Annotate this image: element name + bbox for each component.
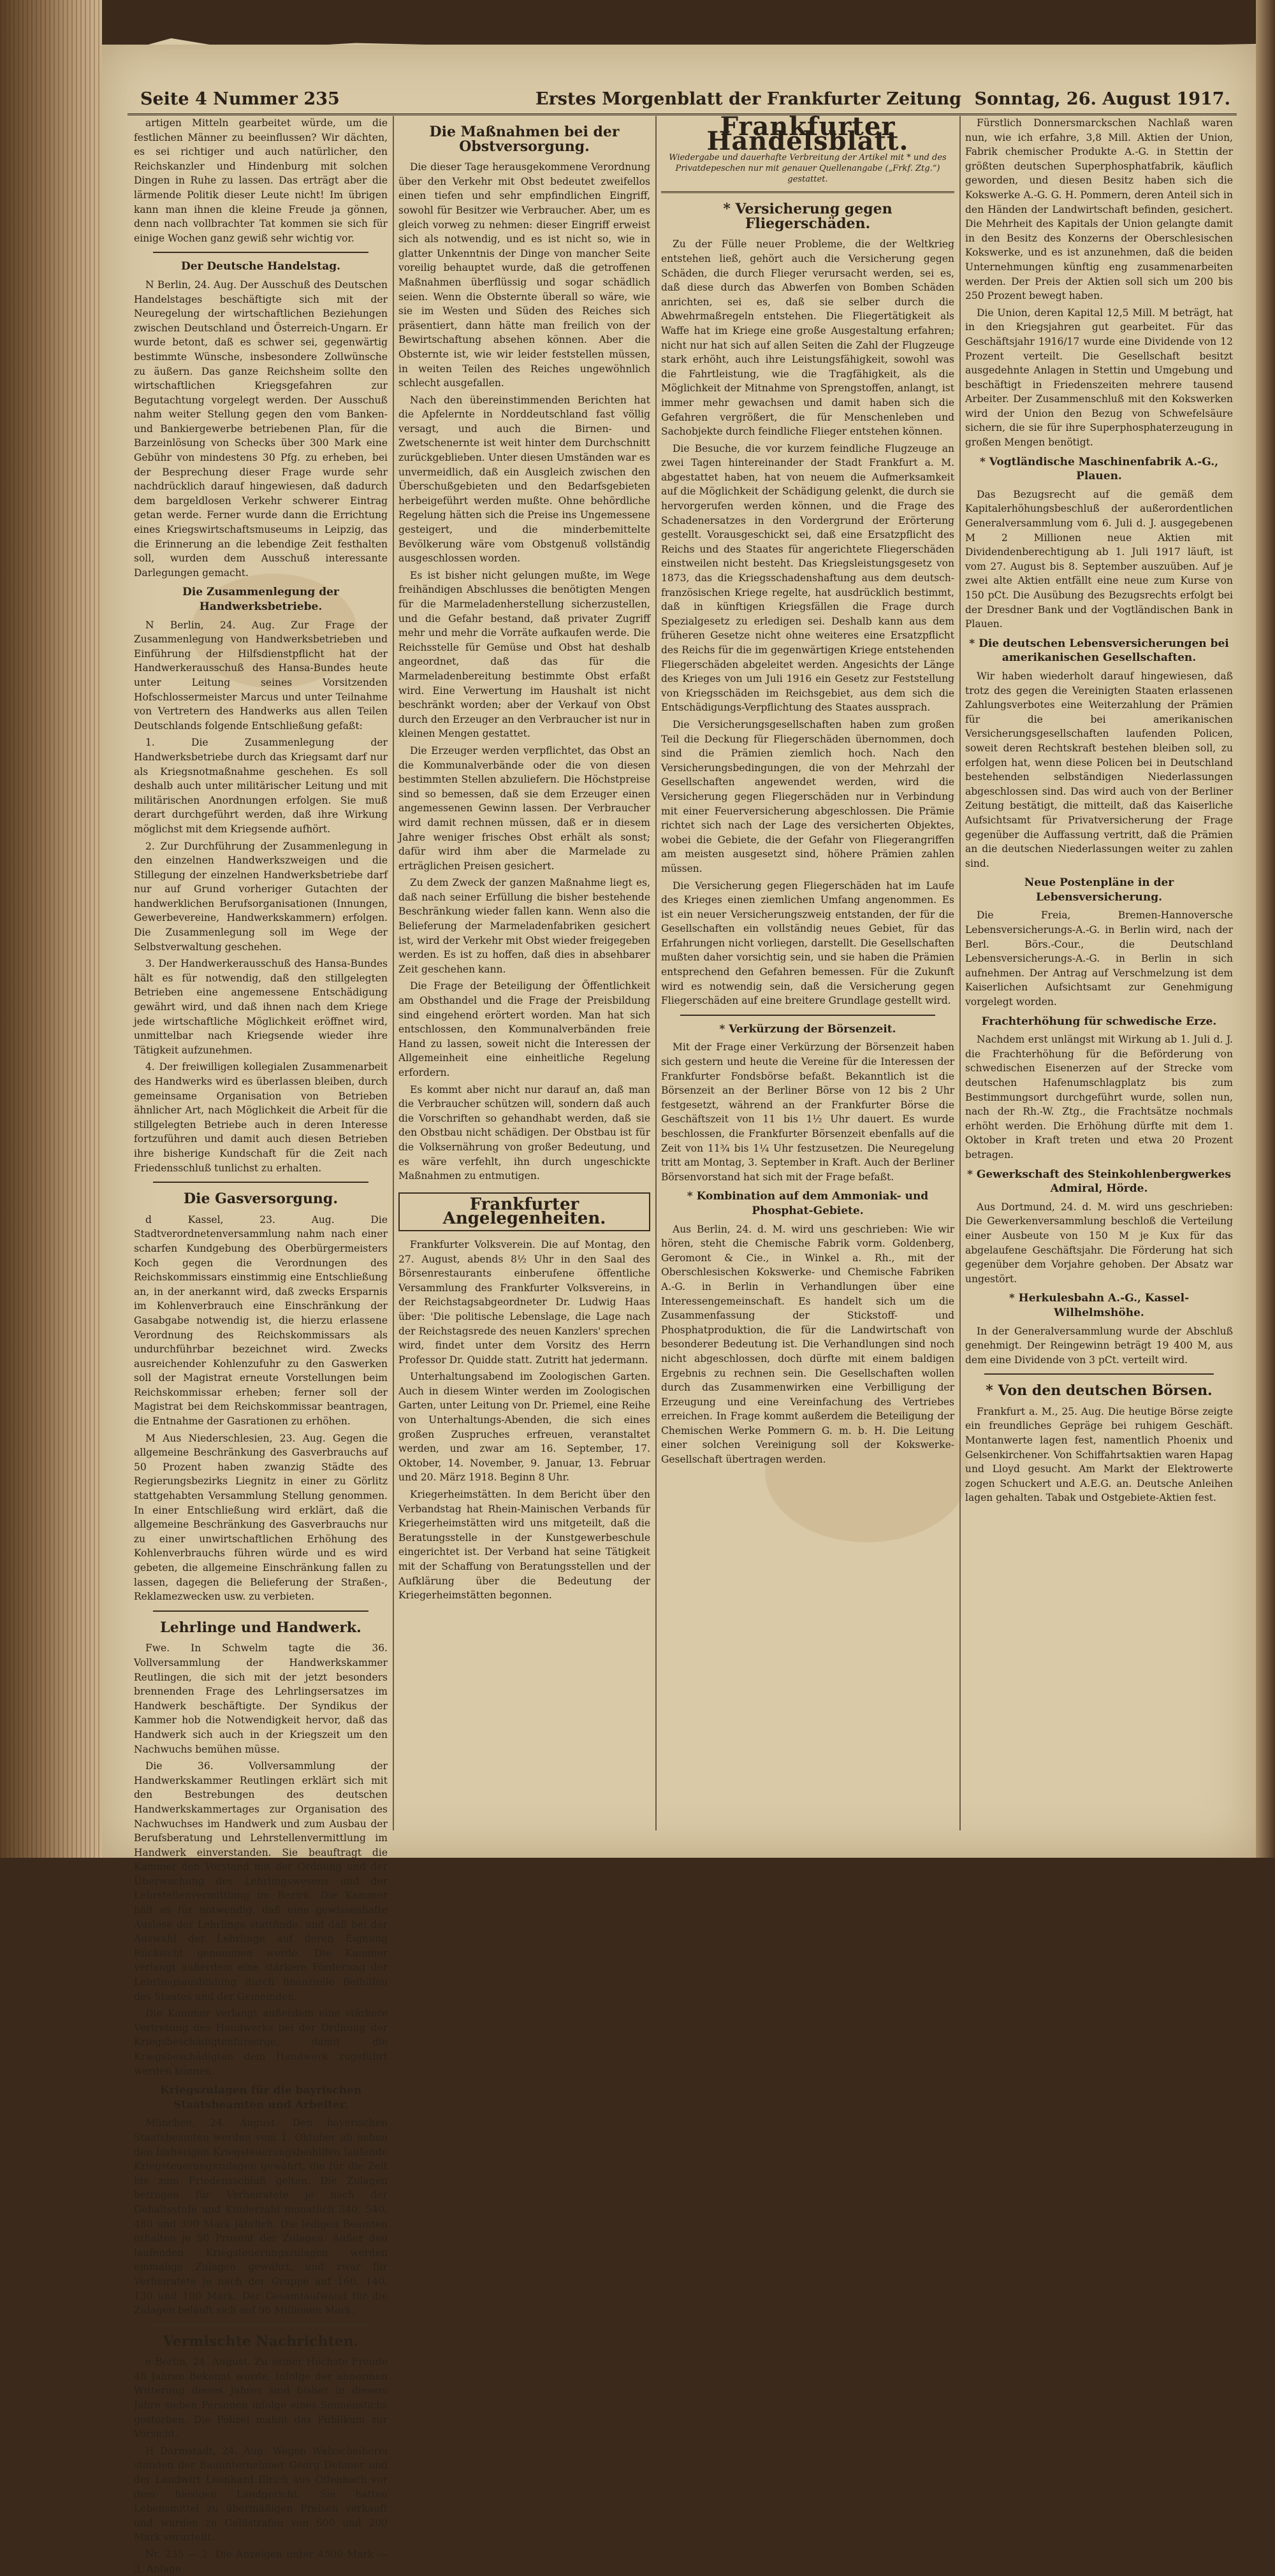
article-paragraph: Unterhaltungsabend im Zoologischen Garten. Auch in diesem Winter werden im Zoologischen Garten, unter Leitung von Dr. Priemel, eine Reihe von Unterhaltungs-Abenden, die sich eines großen Zuspruches erfreuen, veranstaltet werden, und zwar am 16. September, 17. Oktober, 14. November, 9. Januar, 13. Februar und 20. März 1918. Beginn 8 Uhr. xyxy=(398,1371,650,1484)
article-heading: Die Maßnahmen bei der Obstversorgung. xyxy=(429,124,620,155)
masthead-subtitle: Wiedergabe und dauerhafte Verbreitung der Artikel mit * und des Privatdepeschen nur mit genauer Quellenangabe („Frkf. Ztg.“) gestattet. xyxy=(669,153,947,185)
article-heading: Lehrlinge und Handwerk. xyxy=(160,1619,361,1636)
article-paragraph: 2. Zur Durchführung der Zusammenlegung in den einzelnen Handwerkszweigen und die Stillegung der einzelnen Handwerksbetriebe darf nur auf Grund vorheriger Gutachten der handwerklichen Berufsorganisationen (Innungen, Gewerbevereine, Handwerkskammern) erfolgen. Die Zusammenlegung soll im Wege der Selbstverwaltung geschehen. xyxy=(134,840,388,953)
divider xyxy=(680,1015,935,1016)
article-paragraph: H Darmstadt, 24. Aug. Wegen Walzscheiberei standen der Bauunternehmer Georg Dehmer und der Landwirt Leonhard Illrich aus Offenbach vor dem hiesigen Landgericht. Sie hatten Lebensmittel zu übermäßigen Preisen verkauft und wurden zu Geldstrafen von 600 und 200 Mark verurteilt. xyxy=(134,2445,388,2543)
column-3 xyxy=(661,112,954,1830)
article-paragraph: Das Bezugsrecht auf die gemäß dem Kapitalerhöhungsbeschluß der außerordentlichen Generalversammlung vom 6. Juli d. J. ausgegebenen M 2 Millionen neue Aktien mit Dividendenberechtigung ab 1. Juli 1917 läuft, ist vom 27. August bis 8. September auszuüben. Auf je zwei alte Aktien entfällt eine neue zum Kurse von 150 pCt. Die Ausübung des Bezugsrechts erfolgt bei der Dresdner Bank und der Vogtländischen Bank in Plauen. xyxy=(965,488,1233,630)
article-paragraph: N Berlin, 24. Aug. Zur Frage der Zusammenlegung von Handwerksbetrieben und Einführung der Hilfsdienstpflicht hat der Handwerkerausschuß des Hansa-Bundes heute unter Leitung seines Vorsitzenden Hofschlossermeister Marcus und unter Teilnahme von Vertretern des Handwerks aus allen Teilen Deutschlands folgende Entschließung gefaßt: xyxy=(134,619,388,732)
column-rule xyxy=(655,116,657,1830)
divider xyxy=(153,252,368,253)
article-paragraph: 4. Der freiwilligen kollegialen Zusammenarbeit des Handwerks wird es überlassen bleiben, durch gemeinsame Organisation von Betrieben ähnlicher Art, nach Möglichkeit die Arbeit für die stillgelegten Betriebe auch in deren Interesse fortzuführen und damit auch diesen Betrieben ihre bisherige Kundschaft für die Zeit nach Friedensschluß tunlichst zu erhalten. xyxy=(134,1061,388,1174)
book-edge-right xyxy=(1256,0,1275,1858)
article-paragraph: N Berlin, 24. Aug. Der Ausschuß des Deutschen Handelstages beschäftigte sich mit der Neuregelung der wirtschaftlichen Beziehungen zwischen Deutschland und Österreich-Ungarn. Er wurde betont, daß es schwer sei, gegenwärtig bestimmte Wünsche, insbesondere Zollwünsche zu äußern. Das ganze Reichsheim sollte den wirtschaftlichen Kriegsgefahren zur Begutachtung vorgelegt werden. Der Ausschuß nahm weiter Stellung gegen den vom Banken- und Bankiergewerbe betriebenen Plan, für die Barzeinlösung von Schecks über 300 Mark eine Gebühr von mindestens 30 Pfg. zu erheben, bei der Besprechung dieser Frage wurde sehr nachdrücklich darauf hingewiesen, daß dadurch dem bargeldlosen Verkehr schwerer Eintrag getan werde. Ferner wurde dann die Errichtung eines Kriegswirtschaftsmuseums in Leipzig, das die Erinnerung an die lebendige Zeit festhalten soll, wurden dem Ausschuß interessante Darlegungen gemacht. xyxy=(134,279,388,579)
book-gutter xyxy=(0,0,102,1858)
article-paragraph: Kriegerheimstätten. In dem Bericht über den Verbandstag hat Rhein-Mainischen Verbands für Kriegerheimstätten wird uns mitgeteilt, daß die Beratungsstelle in der Kunstgewerbeschule eingerichtet ist. Der Verband hat seine Tätigkeit mit der Schaffung von Beratungsstellen und der Aufklärung über die Bedeutung der Kriegerheimstätten begonnen. xyxy=(398,1489,650,1602)
article-paragraph: Die Erzeuger werden verpflichtet, das Obst an die Kommunalverbände oder die von diesen bestimmten Stellen abzuliefern. Die Höchstpreise sind so bemessen, daß sie dem Erzeuger einen angemessenen Gewinn lassen. Der Verbraucher wird damit rechnen müssen, daß er in diesem Jahre weniger frisches Obst erhält als sonst; dafür wird ihm aber die Marmelade zu erträglichen Preisen gesichert. xyxy=(398,744,650,872)
article-heading: Vermischte Nachrichten. xyxy=(163,2333,359,2350)
article-paragraph: M Aus Niederschlesien, 23. Aug. Gegen die allgemeine Beschränkung des Gasverbrauchs auf 50 Prozent haben zwanzig Städte des Regierungsbezirks Liegnitz in einer zu Görlitz stattgehabten Versammlung Stellung genommen. In einer Entschließung wird erklärt, daß die allgemeine Beschränkung des Gasverbrauchs nur zu einer unwirtschaftlichen Erhöhung des Kohlenverbrauchs führen würde und es wird gebeten, die allgemeine Einschränkung fallen zu lassen, dagegen die Belieferung der Straßen-, Reklamezwecken usw. zu verbieten. xyxy=(134,1432,388,1603)
article-paragraph: d Kassel, 23. Aug. Die Stadtverordnetenversammlung nahm nach einer scharfen Kundgebung des Oberbürgermeisters Koch gegen die Verordnungen des Reichskommissars einstimmig eine Entschließung an, in der anerkannt wird, daß zwecks Ersparnis im Kohlenverbrauch eine Einschränkung der Gasabgabe notwendig ist, die hierzu erlassene Verordnung des Reichskommissars als undurchführbar bezeichnet wird. Zwecks ausreichender Kohlenzufuhr zu den Gaswerken soll der Magistrat erneute Vorstellungen beim Reichskommissar erheben; ferner soll der Magistrat bei dem Reichskommissar beantragen, die Entnahme der Gasrationen zu erhöhen. xyxy=(134,1213,388,1428)
column-4 xyxy=(965,116,1233,1830)
article-paragraph: Fwe. In Schwelm tagte die 36. Vollversammlung der Handwerkskammer Reutlingen, die sich mit der jetzt besonders brennenden Frage des Lehrlingsersatzes im Handwerk beschäftigte. Der Syndikus der Kammer hob die Notwendigkeit hervor, daß das Handwerk sich auch in der Kriegszeit um den Nachwuchs bemühen müsse. xyxy=(134,1642,388,1755)
divider xyxy=(153,1182,368,1183)
article-heading: Der Deutsche Handelstag. xyxy=(180,260,341,273)
article-heading: * Von den deutschen Börsen. xyxy=(986,1382,1213,1400)
issue-date: Sonntag, 26. August 1917. xyxy=(974,89,1230,109)
article-paragraph: Nach den übereinstimmenden Berichten hat die Apfelernte in Norddeutschland fast völlig versagt, und auch die Birnen- und Zwetschenernte ist weit hinter dem Durchschnitt zurückgeblieben. Unter diesen Umständen war es unvermeidlich, daß ein Ausgleich zwischen den Überschußgebieten und den Bedarfsgebieten herbeigeführt werden mußte. Ohne behördliche Regelung hätten sich die Preise ins Ungemessene gesteigert, und die minderbemittelte Bevölkerung wäre vom Obstgenuß vollständig ausgeschlossen worden. xyxy=(398,394,650,565)
article-heading: * Kombination auf dem Ammoniak- und Phosphat-Gebiete. xyxy=(687,1190,929,1217)
section-heading: Frankfurter Angelegenheiten. xyxy=(398,1192,650,1231)
article-heading: * Gewerkschaft des Steinkohlenbergwerkes Admiral, Hörde. xyxy=(967,1168,1231,1196)
divider xyxy=(661,191,954,193)
divider xyxy=(153,1610,368,1612)
section-masthead: Frankfurter Handelsblatt. xyxy=(706,112,909,156)
article-paragraph: In der Generalversammlung wurde der Abschluß genehmigt. Der Reingewinn beträgt 19 400 M, aus dem eine Dividende von 3 pCt. verteilt wird. xyxy=(965,1325,1233,1366)
article-paragraph: Die Union, deren Kapital 12,5 Mill. M beträgt, hat in den Kriegsjahren gut gearbeitet. Für das Geschäftsjahr 1916/17 wurde eine Dividende von 12 Prozent verteilt. Die Gesellschaft besitzt ausgedehnte Anlagen in Stettin und Umgebung und beschäftigt in Friedenszeiten mehrere tausend Arbeiter. Der Zusammenschluß mit den Kokswerken wird der Union den Bezug von Schwefelsäure sichern, die sie für ihre Superphosphaterzeugung in großen Mengen benötigt. xyxy=(965,307,1233,449)
article-paragraph: Fürstlich Donnersmarckschen Nachlaß waren nun, wie ich erfahre, 3,8 Mill. Aktien der Union, Fabrik chemischer Produkte A.-G. in Stettin der größten deutschen Superphosphatfabrik, käuflich geworden, und diesen Besitz haben sich die Kokswerke A.-G. G. H. Pommern, deren Anteil sich in den Händen der Landwirtschaft befinden, gesichert. Die Mehrheit des Kapitals der Union gelangte damit in den Besitz des Konzerns der Oberschlesischen Kokswerke, und es ist anzunehmen, daß die beiden Unternehmungen künftig eng zusammenarbeiten werden. Der Preis der Aktien soll sich um 200 bis 250 Prozent bewegt haben. xyxy=(965,117,1233,302)
article-paragraph: Zu der Fülle neuer Probleme, die der Weltkrieg entstehen ließ, gehört auch die Versicherung gegen Schäden, die durch Flieger verursacht werden, sei es, daß diese durch das Abwerfen von Bomben Schäden anrichten, sei es, daß sie selber durch die Abwehrmaßregeln entstehen. Die Fliegertätigkeit als Waffe hat im Kriege eine große Ausgestaltung erfahren; nicht nur hat sich auf allen Seiten die Zahl der Flugzeuge stark erhöht, auch ihre Leistungsfähigkeit, sowohl was die Fahrtleistung, wie die Tragfähigkeit, als die Möglichkeit der Mitnahme von Sprengstoffen, anlangt, ist immer mehr gewachsen und damit haben sich die Gefahren vergrößert, die für Menschenleben und Sachobjekte durch feindliche Flieger entstehen können. xyxy=(661,238,954,438)
article-paragraph: Frankfurter Volksverein. Die auf Montag, den 27. August, abends 8½ Uhr in den Saal des Börsenrestaurants einberufene öffentliche Versammlung des Frankfurter Volksvereins, in der Reichstagsabgeordneter Dr. Ludwig Haas über: 'Die politische Lebenslage, die Lage nach der Reichstagsrede des neuen Kanzlers' sprechen wird, findet unter dem Vorsitz des Herrn Professor Dr. Quidde statt. Zutritt hat jedermann. xyxy=(398,1238,650,1366)
article-paragraph: Die Versicherung gegen Fliegerschäden hat im Laufe des Krieges einen ziemlichen Umfang angenommen. Es ist ein neuer Versicherungszweig entstanden, der für die Gesellschaften ein vollständig neues Gebiet, für das Erfahrungen nicht vorliegen, darstellt. Die Gesellschaften mußten daher vorsichtig sein, und sie haben die Prämien entsprechend den Gefahren bemessen. Für die Zukunft wird es notwendig sein, daß die Versicherung gegen Fliegerschäden auf eine breitere Grundlage gestellt wird. xyxy=(661,879,954,1007)
article-heading: Kriegszulagen für die bayrischen Staatsbeamten und Arbeiter. xyxy=(159,2084,362,2111)
article-paragraph: Die Kammer verlangt außerdem eine stärkere Vertretung des Handwerks bei der Ordnung der Kriegsbeschädigtenfürsorge, damit die Kriegsbeschädigten dem Handwerk zugeführt werden können. xyxy=(134,2008,388,2077)
column-rule xyxy=(959,116,961,1830)
article-paragraph: Die Besuche, die vor kurzem feindliche Flugzeuge an zwei Tagen hintereinander der Stadt Frankfurt a. M. abgestattet haben, hat von neuem die Aufmerksamkeit auf die Möglichkeit der Schädigung gelenkt, die durch sie hervorgerufen werden können, und die Frage des Schadenersatzes in den Vordergrund der Erörterung gestellt. Vorausgeschickt sei, daß eine Ersatzpflicht des Reichs und des Staates für angerichtete Fliegerschäden einstweilen nicht besteht. Das Kriegsleistungsgesetz von 1873, das die Kriegsschadenshaftung aus dem deutsch-französischen Kriege regelte, hat ausdrücklich bestimmt, daß in künftigen Kriegsfällen die Frage durch Spezialgesetz zu erledigen sei. Deshalb kann aus dem früheren Gesetze nicht ohne weiteres eine Ersatzpflicht des Reichs für die im gegenwärtigen Kriege entstehenden Fliegerschäden abgeleitet werden. Angesichts der Länge des Krieges von um Juli 1916 ein Gesetz zur Feststellung von Kriegsschäden im Reichsgebiet, aus dem sich die Entschädigungs-Verpflichtung des Staates aussprach. xyxy=(661,442,954,714)
article-heading: * Verkürzung der Börsenzeit. xyxy=(719,1022,896,1036)
article-heading: * Versicherung gegen Fliegerschäden. xyxy=(723,201,892,232)
article-heading: Neue Postenpläne in der Lebensversicherung. xyxy=(1024,876,1174,904)
divider xyxy=(153,2324,368,2326)
article-heading: Die Zusammenlegung der Handwerksbetriebe. xyxy=(182,586,339,613)
article-paragraph: Die dieser Tage herausgekommene Verordnung über den Verkehr mit Obst bedeutet zweifellos einen tiefen und sehr empfindlichen Eingriff, sowohl für Besitzer wie Verbraucher. Aber, um es gleich vorweg zu nehmen: dieser Eingriff erweist sich als notwendig, und es ist nicht so, wie in glatter Unkenntnis der Dinge von mancher Seite voreilig behauptet wurde, daß die getroffenen Maßnahmen überflüssig und sogar schädlich seien. Wenn die Obsternte überall so wäre, wie sie im Westen und Süden des Reiches sich präsentiert, dann hätte man freilich von der Bewirtschaftung absehen können. Aber die Obsternte ist, wie wir leider feststellen müssen, in weiten Teilen des Reiches ungewöhnlich schlecht ausgefallen. xyxy=(398,161,650,389)
article-paragraph: e Berlin, 24. August. Zu seiner Höchste Freude 48 Jahren Bekannt wurde, Infolge der abnormen Witterung dieses Jahres sind bisher in diesem Jahre sieben Personen infolge eines Sonnenstichs gestorben. Die Polizei mahnt das Publikum zur Vorsicht. xyxy=(134,2356,388,2440)
article-paragraph: Mit der Frage einer Verkürzung der Börsenzeit haben sich gestern und heute die Vereine für die Interessen der Frankfurter Fondsbörse befaßt. Bekanntlich ist die Börsenzeit an der Berliner Börse von 12 bis 2 Uhr festgesetzt, während an der Frankfurter Börse die Geschäftszeit von 11 bis 1½ Uhr dauert. Es wurde beschlossen, die Frankfurter Börsenzeit ebenfalls auf die Zeit von 11¾ bis 1¼ Uhr festzusetzen. Die Neuregelung tritt am Montag, 3. September in Kraft. Auch der Berliner Börsenvorstand hat sich mit der Frage befaßt. xyxy=(661,1041,954,1183)
column-rule xyxy=(393,116,394,1830)
footer-strip: Nr. 235 — 2. Die Anzeigen unter 4500 Mark — 3. Anlage xyxy=(134,2549,388,2575)
article-paragraph: München, 24. August. Den bayerischen Staatsbeamten werden vom 1. Oktober ab neben den bisherigen Kriegsteuerungsbeihilfen laufende Kriegsteuerungszulagen gewährt, die für die Zeit bis zum Friedensschluß gelten. Die Zulagen betragen für Verheiratete je nach der Gehaltsstufe und Kinderzahl monatlich 540, 540, 480 und 390 Mark jährlich. Die ledigen Beamten erhalten je 50 Prozent der Zulagen. Außer den laufenden Kriegsteuerungszulagen werden einmalige Zulagen gewährt, und zwar für Verheiratete je nach der Gruppe auf 160, 140, 130 und 100 Mark. Der Gesamtaufwand für die Zulagen beläuft sich auf 96 Millionen Mark. xyxy=(134,2117,388,2317)
article-heading: * Die deutschen Lebensversicherungen bei amerikanischen Gesellschaften. xyxy=(969,637,1229,665)
article-paragraph: Zu dem Zweck der ganzen Maßnahme liegt es, daß nach seiner Erfüllung die bisher bestehende Beschränkung wieder fallen kann. Wenn also die Belieferung der Marmeladenfabriken gesichert ist, wird der Verkehr mit Obst wieder freigegeben werden. Es ist zu hoffen, daß dies in absehbarer Zeit geschehen kann. xyxy=(398,877,650,975)
divider xyxy=(984,1373,1214,1375)
column-2 xyxy=(398,116,650,1830)
article-paragraph: 3. Der Handwerkerausschuß des Hansa-Bundes hält es für notwendig, daß den stillgelegten Betrieben eine angemessene Entschädigung gewährt wird, und daß ihnen nach dem Kriege jede wirtschaftliche Möglichkeit eröffnet wird, unmittelbar nach Kriegsende wieder ihre Tätigkeit aufzunehmen. xyxy=(134,958,388,1056)
article-paragraph: artigen Mitteln gearbeitet würde, um die festlichen Männer zu beeinflussen? Wir dächten, es sei richtiger und auch natürlicher, den Reichskanzler und Hindenburg mit solchen Dingen in Ruhe zu lassen. Das erträgt aber die lärmende Politik dieser Leute nicht! Im übrigen kann man ihnen die kleine Freude ja gönnen, denn nach vollbrachter Tat kommen sie sich für einige Wochen ganz gewiß sehr wichtig vor. xyxy=(134,117,388,244)
article-paragraph: Die 36. Vollversammlung der Handwerkskammer Reutlingen erklärt sich mit den Bestrebungen des deutschen Handwerkskammertages zur Organisation des Nachwuchses im Handwerk und zum Ausbau der Berufsberatung und Lehrstellenvermittlung im Handwerk einverstanden. Sie beauftragt die Kammer den Vorstand mit der Ordnung und der Überwachung des Lehrlingswesens und der Lehrstellenvermittlung im Bezirk. Die Kammer hält es für notwendig, daß eine gewissenhafte Auslese der Lehrlinge stattfinde, und daß bei der Auswahl der Lehrlinge auf deren Eignung Rücksicht genommen werde. Die Kammer verlangt außerdem eine stärkere Förderung der Lehrlingsausbildung durch finanzielle Beihilfen des Staates und der Gemeinden. xyxy=(134,1760,388,2002)
paper-title: Erstes Morgenblatt der Frankfurter Zeitung xyxy=(536,89,961,109)
article-heading: Die Gasversorgung. xyxy=(184,1190,338,1208)
article-paragraph: Frankfurt a. M., 25. Aug. Die heutige Börse zeigte ein freundliches Gepräge bei ruhigem Geschäft. Montanwerte lagen fest, namentlich Phoenix und Gelsenkirchener. Von Schiffahrtsaktien waren Hapag und Lloyd gesucht. Am Markt der Elektrowerte zogen Schuckert und A.E.G. an. Deutsche Anleihen lagen gehalten. Tabak und Ostgebiete-Aktien fest. xyxy=(965,1405,1233,1504)
article-paragraph: Die Frage der Beteiligung der Öffentlichkeit am Obsthandel und die Frage der Preisbildung sind eingehend erörtert worden. Man hat sich entschlossen, den Kommunalverbänden freie Hand zu lassen, soweit nicht die Interessen der Allgemeinheit eine einheitliche Regelung erfordern. xyxy=(398,980,650,1078)
article-paragraph: Aus Berlin, 24. d. M. wird uns geschrieben: Wie wir hören, steht die Chemische Fabrik vorm. Goldenberg, Geromont & Cie., in Winkel a. Rh., mit der Oberschlesischen Kokswerke- und Chemische Fabriken A.-G. in Berlin in Verhandlungen über eine Interessengemeinschaft. Es handelt sich um die Zusammenfassung der Stickstoff- und Phosphatproduktion, die für die Landwirtschaft von besonderer Bedeutung ist. Die Verhandlungen sind noch nicht abgeschlossen, doch dürfte mit einem baldigen Ergebnis zu rechnen sein. Die Gesellschaften wollen durch das Zusammenwirken eine Verbilligung der Erzeugung und eine Vereinfachung des Vertriebes erreichen. In Frage kommt außerdem die Beteiligung der Chemischen Werke Pommern G. m. b. H. Die Leitung einer solchen Vereinigung soll der Kokswerke-Gesellschaft übertragen werden. xyxy=(661,1223,954,1466)
article-paragraph: Wir haben wiederholt darauf hingewiesen, daß trotz des gegen die Vereinigten Staaten erlassenen Zahlungsverbotes eine Weiterzahlung der Prämien für die bei amerikanischen Versicherungsgesellschaften laufenden Policen, soweit deren Rechtskraft bestehen bleiben soll, zu erfolgen hat, wenn diese Policen bei in Deutschland bestehenden selbständigen Niederlassungen abgeschlossen sind. Das wird auch von der Berliner Zeitung bestätigt, die mitteilt, daß das Kaiserliche Aufsichtsamt für Privatversicherung der Frage gegenüber die Auffassung vertritt, daß die Prämien an die deutschen Niederlassungen weiter zu zahlen sind. xyxy=(965,670,1233,869)
article-paragraph: Aus Dortmund, 24. d. M. wird uns geschrieben: Die Gewerkenversammlung beschloß die Verteilung einer Ausbeute von 150 M je Kux für das abgelaufene Geschäftsjahr. Die Förderung hat sich gegenüber dem Vorjahre gehoben. Der Absatz war ungestört. xyxy=(965,1201,1233,1285)
article-paragraph: 1. Die Zusammenlegung der Handwerksbetriebe durch das Kriegsamt darf nur als Kriegsnotmaßnahme geschehen. Es soll deshalb auch unter militärischer Leitung und mit militärischen Anordnungen erfolgen. Sie muß derart durchgeführt werden, daß ihre Wirkung möglichst mit dem Kriegsende aufhört. xyxy=(134,737,388,835)
article-heading: * Vogtländische Maschinenfabrik A.-G., Plauen. xyxy=(979,455,1219,483)
article-heading: Frachterhöhung für schwedische Erze. xyxy=(981,1015,1217,1028)
page-label: Seite 4 Nummer 235 xyxy=(140,89,340,109)
article-paragraph: Die Freia, Bremen-Hannoversche Lebensversicherungs-A.-G. in Berlin wird, nach der Berl. Börs.-Cour., die Deutschland Lebensversicherungs-A.-G. in Berlin in sich aufnehmen. Der Antrag auf Verschmelzung ist dem Kaiserlichen Aufsichtsamt zur Genehmigung vorgelegt worden. xyxy=(965,909,1233,1008)
article-paragraph: Nachdem erst unlängst mit Wirkung ab 1. Juli d. J. die Frachterhöhung für die Beförderung von schwedischen Eisenerzen auf der Strecke vom deutschen Hafenumschlagplatz bis zum Bestimmungsort durchgeführt wurde, sollen nun, nach der Rh.-W. Ztg., die Frachtsätze nochmals erhöht werden. Die Erhöhung dürfte mit dem 1. Oktober in Kraft treten und etwa 20 Prozent betragen. xyxy=(965,1034,1233,1161)
page-header xyxy=(127,88,1237,115)
article-paragraph: Es kommt aber nicht nur darauf an, daß man die Verbraucher schützen will, sondern daß auch die Vorschriften so gehandhabt werden, daß sie den Obstbau nicht schädigen. Der Obstbau ist für die Volksernährung von großer Bedeutung, und es wäre verfehlt, ihn durch ungeschickte Maßnahmen zu entmutigen. xyxy=(398,1083,650,1182)
column-1 xyxy=(134,116,388,2575)
article-paragraph: Die Versicherungsgesellschaften haben zum großen Teil die Deckung für Fliegerschäden übernommen, doch sind die Prämien ziemlich hoch. Nach den Versicherungsbedingungen, die von der Mehrzahl der Gesellschaften angewendet werden, wird die Versicherung gegen Fliegerschäden nur in Verbindung mit einer Feuerversicherung abgeschlossen. Die Prämie richtet sich nach der Lage des versicherten Objektes, wobei die Gebiete, die der Gefahr von Fliegerangriffen am meisten ausgesetzt sind, höhere Prämien zahlen müssen. xyxy=(661,718,954,874)
article-heading: * Herkulesbahn A.-G., Kassel-Wilhelmshöhe. xyxy=(1009,1292,1190,1319)
article-paragraph: Es ist bisher nicht gelungen mußte, im Wege freihändigen Abschlusses die benötigten Mengen für die Marmeladenherstellung sicherzustellen, und die Gefahr bestand, daß privater Zugriff mehr und mehr die Vorräte aufkaufen werde. Die Reichsstelle für Gemüse und Obst hat deshalb angeordnet, daß das für die Marmeladenbereitung bestimmte Obst erfaßt wird. Eine Verwertung im Haushalt ist nicht beschränkt worden; aber der Verkauf von Obst durch den Erzeuger an den Verbraucher ist nur in kleinen Mengen gestattet. xyxy=(398,569,650,740)
